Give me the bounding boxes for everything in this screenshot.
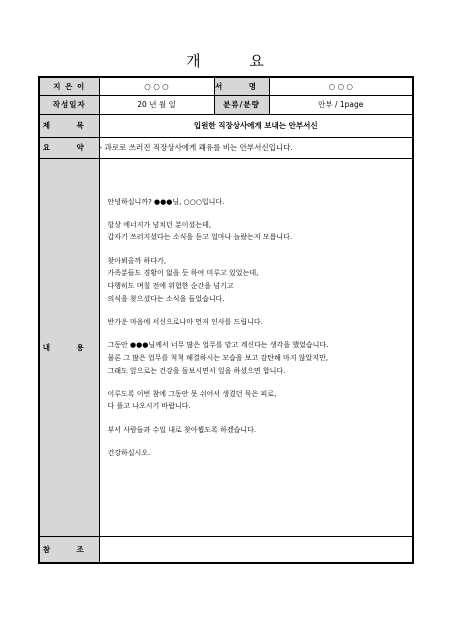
letter-line: 건강하십시오. [107,448,151,457]
letter-line: 그동안 ●●●님께서 너무 많은 업무를 맡고 계신다는 생각을 했었습니다. [107,341,329,350]
signature-value: ○ ○ ○ [269,77,413,95]
category-label: 분류/분량 [214,95,269,114]
summary-label: 요 약 [39,137,99,158]
date-value: 20 년 월 일 [99,95,214,114]
reference-label: 참 조 [39,536,99,563]
letter-line: 항상 에너지가 넘치던 분이셨는데, [107,220,212,229]
letter-line: 부서 사람들과 수일 내로 찾아뵙도록 하겠습니다. [107,425,257,434]
author-value: ○ ○ ○ [99,77,214,95]
letter-line: 의식을 찾으셨다는 소식을 들었습니다. [107,294,225,303]
letter-line: 이루도록 이번 참에 그동안 못 쉬어서 생겼던 묵은 피로, [107,389,277,398]
letter-line: 다행히도 며칠 전에 위험한 순간을 넘기고 [107,282,234,291]
letter-line: 다 풀고 나오시기 바랍니다. [107,402,191,411]
date-label: 작성일자 [39,95,99,114]
letter-line: 찾아뵈올까 하다가, [107,256,167,265]
overview-table [38,76,414,564]
category-value: 안부 / 1page [269,95,413,114]
subject-value: 입원한 직장상사에게 보내는 안부서신 [99,114,413,137]
letter-line: 반가운 마음에 서신으로나마 먼저 인사를 드립니다. [107,317,263,326]
content-body [99,158,413,536]
letter-line: 갑자기 쓰러지셨다는 소식을 듣고 얼마나 놀랐는지 모릅니다. [107,233,293,242]
signature-label: 서 명 [214,77,269,95]
content-label: 내 용 [39,158,99,536]
letter-line: 가족분들도 경황이 없을 듯 하여 미루고 있었는데, [107,269,259,278]
letter-line: 그래도 앞으로는 건강을 돌보시면서 일을 하셨으면 합니다. [107,366,286,375]
reference-value [99,536,413,563]
document-title: 개 요 [186,52,286,70]
author-label: 지 은 이 [39,77,99,95]
letter-line: 안녕하십니까? ●●●님, ○○○입니다. [107,197,225,206]
letter-line: 물론 그 많은 업무를 척척 해결하시는 모습을 보고 감탄해 마지 않았지만, [107,353,329,362]
subject-label: 제 목 [39,114,99,137]
summary-value: - 과로로 쓰러진 직장상사에게 쾌유를 비는 안부서신입니다. [99,137,413,158]
